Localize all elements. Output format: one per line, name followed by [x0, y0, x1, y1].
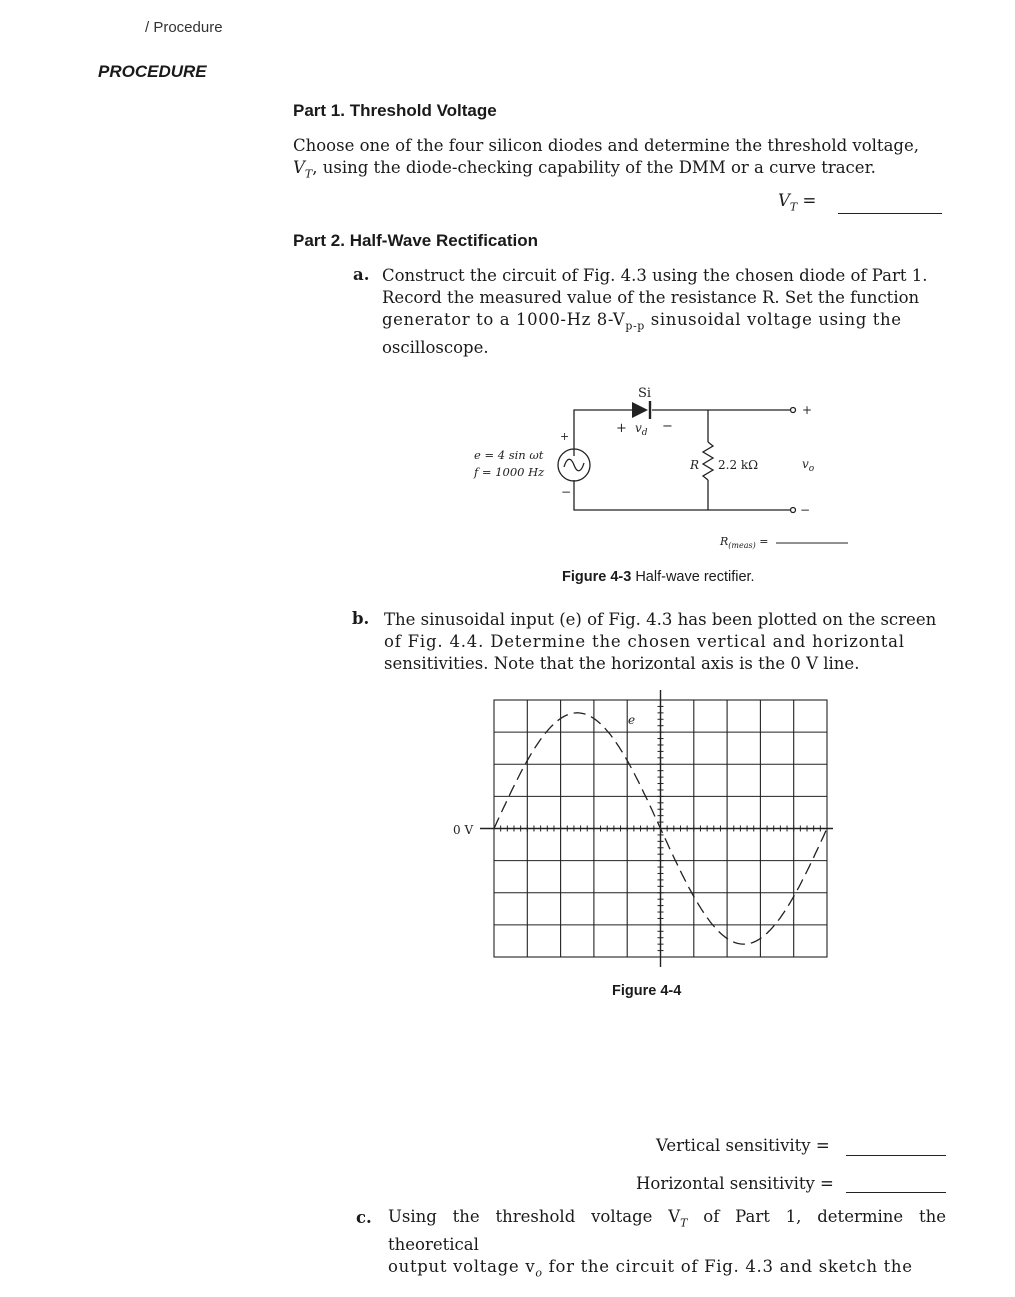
- source-equation: e = 4 sin ωt: [474, 448, 544, 462]
- vt-answer: $V_T$ =: [778, 191, 817, 214]
- rmeas-label: $R_{(meas)}$ =: [720, 535, 769, 550]
- output-minus: −: [800, 503, 811, 517]
- vertical-sensitivity-label: Vertical sensitivity =: [656, 1136, 830, 1155]
- step-a-line2: Record the measured value of the resistance R. Set the function: [382, 288, 920, 307]
- vd-label: $v_d$: [635, 421, 648, 438]
- step-b-line3: sensitivities. Note that the horizontal axis is the 0 V line.: [384, 654, 860, 673]
- part2-title: Part 2. Half-Wave Rectification: [293, 231, 538, 250]
- part1-text: [293, 135, 943, 185]
- output-terminal-minus: [791, 508, 796, 513]
- vd-minus: −: [662, 419, 673, 434]
- wire-bottom: [574, 480, 790, 510]
- figure-4-4-caption: Figure 4-4: [612, 983, 682, 999]
- step-c-line2: output voltage $v_o$ for the circuit of Fig. 4.3 and sketch the: [388, 1257, 913, 1280]
- part1-title: Part 1. Threshold Voltage: [293, 101, 497, 120]
- step-a-line1: Construct the circuit of Fig. 4.3 using the chosen diode of Part 1.: [382, 266, 928, 285]
- vd-plus: +: [616, 421, 627, 436]
- curve-label-e: e: [628, 713, 636, 727]
- step-b-line1: The sinusoidal input (e) of Fig. 4.3 has been plotted on the screen: [384, 610, 937, 629]
- source-minus: −: [561, 485, 572, 499]
- part1-text-line2: $V_T$, using the diode-checking capability of the DMM or a curve tracer.: [293, 158, 876, 181]
- step-c-line1: Using the threshold voltage $V_T$ of Part 1, determine the theoretical: [388, 1207, 946, 1255]
- diode-label: Si: [638, 386, 652, 401]
- figure-4-3-circuit: [440, 380, 880, 580]
- diode-icon: [632, 402, 648, 418]
- vertical-sensitivity-blank[interactable]: [846, 1139, 946, 1156]
- resistor-value: 2.2 kΩ: [718, 458, 759, 472]
- figure-4-3-caption: Figure 4-3 Half-wave rectifier.: [562, 569, 755, 585]
- source-frequency: f = 1000 Hz: [474, 465, 545, 479]
- sine-icon: [564, 459, 584, 471]
- resistor-label: R: [690, 458, 700, 472]
- source-plus: +: [560, 430, 570, 443]
- step-b-letter: b.: [352, 609, 370, 628]
- step-c-text: [388, 1206, 946, 1285]
- step-a-line4: oscilloscope.: [382, 338, 489, 358]
- zero-volt-label: 0 V: [453, 823, 474, 837]
- section-title: PROCEDURE: [98, 62, 207, 81]
- part1-text-line1: Choose one of the four silicon diodes and determine the threshold voltage,: [293, 136, 919, 155]
- step-a-line3: generator to a 1000-Hz $8-V_{p-p}$ sinusoidal voltage using the: [382, 310, 902, 333]
- output-plus: +: [802, 403, 813, 417]
- step-a-letter: a.: [353, 265, 370, 284]
- step-b-line2: of Fig. 4.4. Determine the chosen vertical and horizontal: [384, 632, 905, 651]
- resistor-zigzag: [703, 442, 713, 480]
- step-b-text: [384, 609, 944, 675]
- header-breadcrumb: / Procedure: [145, 19, 223, 36]
- horizontal-sensitivity-blank[interactable]: [846, 1176, 946, 1193]
- vt-answer-blank[interactable]: [838, 196, 942, 214]
- output-label: $v_o$: [802, 457, 815, 474]
- step-c-letter: c.: [356, 1208, 372, 1227]
- step-a-text: [382, 265, 942, 359]
- horizontal-sensitivity-label: Horizontal sensitivity =: [636, 1174, 834, 1193]
- figure-4-4-scope: [450, 688, 850, 978]
- output-terminal-plus: [791, 408, 796, 413]
